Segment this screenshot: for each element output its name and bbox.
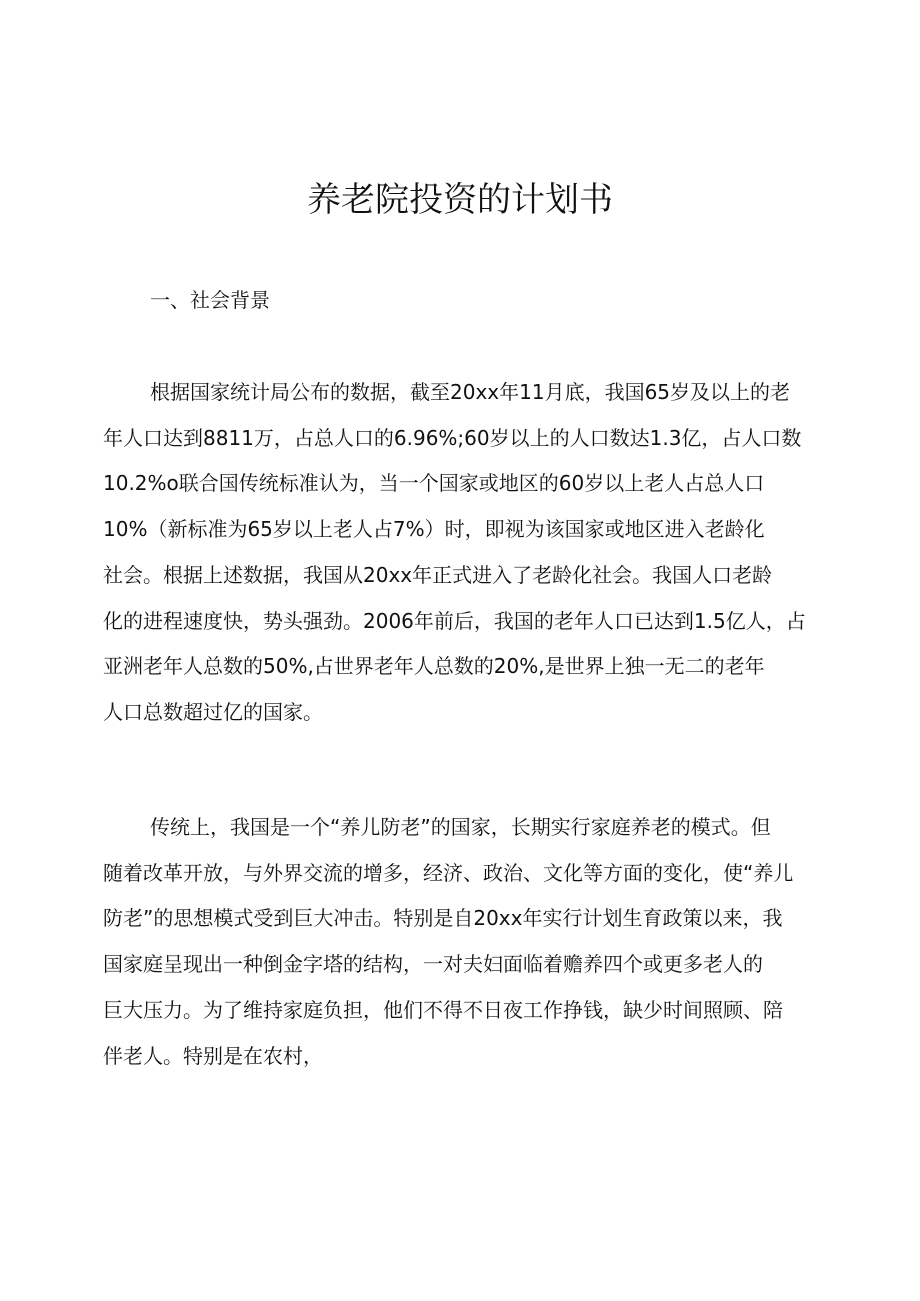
paragraph-line: 随着改革开放，与外界交流的增多，经济、政治、文化等方面的变化，使“养儿 [103,860,794,885]
paragraph-line: 10%（新标准为65岁以上老人占7%）时，即视为该国家或地区进入老龄化 [103,517,765,542]
paragraph-line: 巨大压力。为了维持家庭负担，他们不得不日夜工作挣钱，缺少时间照顾、陪 [103,997,783,1022]
paragraph-social-background-1 [103,370,823,736]
paragraph-line: 国家庭呈现出一种倒金字塔的结构，一对夫妇面临着赡养四个或更多老人的 [103,952,763,977]
paragraph-line: 化的进程速度快，势头强劲。2006年前后，我国的老年人口已达到1.5亿人，占 [103,608,806,633]
paragraph-line: 10.2%o联合国传统标准认为，当一个国家或地区的60岁以上老人占总人口 [103,471,765,496]
paragraph-line: 防老”的思想模式受到巨大冲击。特别是自20xx年实行计划生育政策以来，我 [103,906,783,931]
paragraph-line: 人口总数超过亿的国家。 [103,699,323,724]
paragraph-line: 传统上，我国是一个“养儿防老”的国家，长期实行家庭养老的模式。但 [150,815,771,839]
document-title: 养老院投资的计划书 [307,180,613,220]
paragraph-line: 伴老人。特别是在农村， [103,1043,323,1068]
paragraph-line: 根据国家统计局公布的数据，截至20xx年11月底，我国65岁及以上的老 [150,380,791,404]
paragraph-social-background-2 [103,805,823,1079]
paragraph-line: 年人口达到8811万，占总人口的6.96%;60岁以上的人口数达1.3亿，占人口数 [103,425,802,450]
section-heading: 一、社会背景 [150,288,270,312]
paragraph-line: 社会。根据上述数据，我国从20xx年正式进入了老龄化社会。我国人口老龄 [103,562,773,587]
paragraph-line: 亚洲老年人总数的50%,占世界老年人总数的20%,是世界上独一无二的老年 [103,654,765,679]
